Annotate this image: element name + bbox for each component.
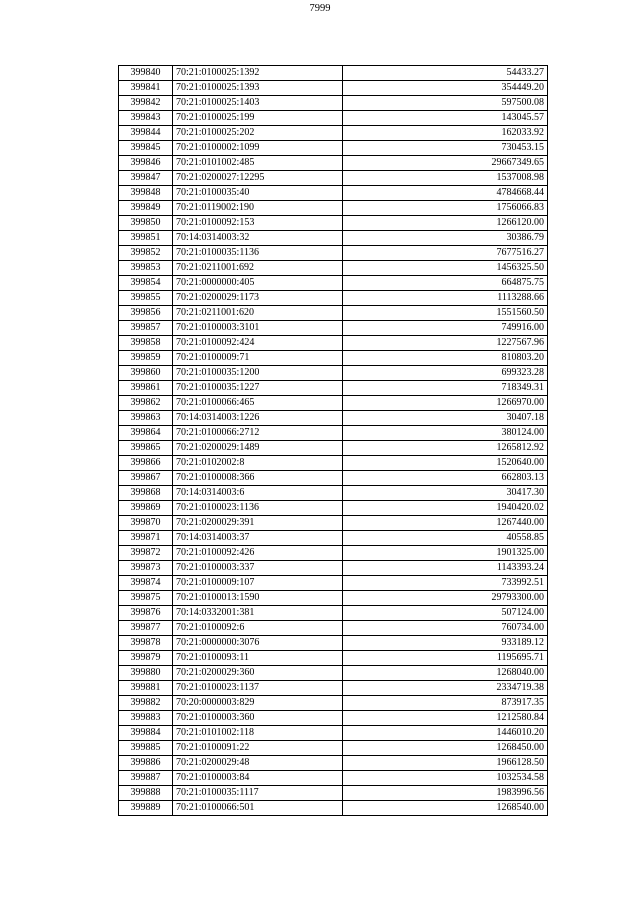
cadastral-number-cell: 70:21:0100025:1393 [173, 81, 343, 96]
cadastral-value-cell: 1983996.56 [343, 786, 548, 801]
row-number-cell: 399845 [119, 141, 173, 156]
row-number-cell: 399867 [119, 471, 173, 486]
row-number-cell: 399889 [119, 801, 173, 816]
row-number-cell: 399877 [119, 621, 173, 636]
cadastral-value-cell: 1227567.96 [343, 336, 548, 351]
table-row [119, 651, 548, 666]
table-row [119, 486, 548, 501]
cadastral-value-cell: 29793300.00 [343, 591, 548, 606]
row-number-cell: 399876 [119, 606, 173, 621]
table-row [119, 246, 548, 261]
row-number-cell: 399869 [119, 501, 173, 516]
cadastral-value-cell: 718349.31 [343, 381, 548, 396]
table-row [119, 291, 548, 306]
cadastral-number-cell: 70:21:0200029:391 [173, 516, 343, 531]
row-number-cell: 399861 [119, 381, 173, 396]
cadastral-number-cell: 70:21:0100003:3101 [173, 321, 343, 336]
table-row [119, 81, 548, 96]
cadastral-value-cell: 2334719.38 [343, 681, 548, 696]
table-row [119, 171, 548, 186]
row-number-cell: 399887 [119, 771, 173, 786]
cadastral-value-cell: 29667349.65 [343, 156, 548, 171]
row-number-cell: 399840 [119, 66, 173, 81]
table-row [119, 381, 548, 396]
row-number-cell: 399878 [119, 636, 173, 651]
table-row [119, 366, 548, 381]
table-row [119, 231, 548, 246]
cadastral-value-cell: 810803.20 [343, 351, 548, 366]
table-row [119, 261, 548, 276]
row-number-cell: 399846 [119, 156, 173, 171]
cadastral-value-cell: 699323.28 [343, 366, 548, 381]
cadastral-value-cell: 40558.85 [343, 531, 548, 546]
cadastral-value-table [118, 65, 548, 816]
cadastral-value-cell: 507124.00 [343, 606, 548, 621]
row-number-cell: 399884 [119, 726, 173, 741]
row-number-cell: 399880 [119, 666, 173, 681]
cadastral-value-cell: 30407.18 [343, 411, 548, 426]
cadastral-number-cell: 70:21:0100025:1392 [173, 66, 343, 81]
row-number-cell: 399849 [119, 201, 173, 216]
table-row [119, 741, 548, 756]
table-row [119, 546, 548, 561]
page-number: 7999 [309, 3, 331, 14]
cadastral-value-cell: 1446010.20 [343, 726, 548, 741]
table-row [119, 711, 548, 726]
row-number-cell: 399848 [119, 186, 173, 201]
cadastral-number-cell: 70:14:0314003:37 [173, 531, 343, 546]
table-row [119, 771, 548, 786]
table-row [119, 426, 548, 441]
cadastral-number-cell: 70:21:0102002:8 [173, 456, 343, 471]
table-row [119, 396, 548, 411]
cadastral-number-cell: 70:21:0200029:1489 [173, 441, 343, 456]
row-number-cell: 399854 [119, 276, 173, 291]
table-row [119, 96, 548, 111]
cadastral-number-cell: 70:21:0100092:424 [173, 336, 343, 351]
cadastral-value-cell: 1520640.00 [343, 456, 548, 471]
cadastral-number-cell: 70:21:0100066:465 [173, 396, 343, 411]
table-row [119, 621, 548, 636]
cadastral-value-cell: 1268450.00 [343, 741, 548, 756]
row-number-cell: 399862 [119, 396, 173, 411]
table-row [119, 516, 548, 531]
cadastral-value-cell: 1551560.50 [343, 306, 548, 321]
cadastral-number-cell: 70:21:0100023:1136 [173, 501, 343, 516]
cadastral-value-cell: 1756066.83 [343, 201, 548, 216]
cadastral-value-cell: 749916.00 [343, 321, 548, 336]
table-row [119, 531, 548, 546]
cadastral-value-cell: 1901325.00 [343, 546, 548, 561]
row-number-cell: 399868 [119, 486, 173, 501]
cadastral-number-cell: 70:21:0100092:6 [173, 621, 343, 636]
table-row [119, 306, 548, 321]
cadastral-number-cell: 70:21:0100066:2712 [173, 426, 343, 441]
cadastral-value-cell: 664875.75 [343, 276, 548, 291]
cadastral-number-cell: 70:21:0100003:360 [173, 711, 343, 726]
cadastral-value-cell: 30386.79 [343, 231, 548, 246]
table-row [119, 141, 548, 156]
cadastral-value-cell: 7677516.27 [343, 246, 548, 261]
cadastral-value-cell: 662803.13 [343, 471, 548, 486]
cadastral-value-cell: 1266970.00 [343, 396, 548, 411]
row-number-cell: 399858 [119, 336, 173, 351]
cadastral-value-cell: 30417.30 [343, 486, 548, 501]
cadastral-number-cell: 70:21:0100025:1403 [173, 96, 343, 111]
cadastral-number-cell: 70:21:0200029:360 [173, 666, 343, 681]
row-number-cell: 399879 [119, 651, 173, 666]
cadastral-value-cell: 162033.92 [343, 126, 548, 141]
table-row [119, 456, 548, 471]
table-row [119, 801, 548, 816]
table-row [119, 216, 548, 231]
row-number-cell: 399885 [119, 741, 173, 756]
cadastral-value-cell: 143045.57 [343, 111, 548, 126]
cadastral-number-cell: 70:21:0100091:22 [173, 741, 343, 756]
cadastral-value-cell: 1143393.24 [343, 561, 548, 576]
table-row [119, 471, 548, 486]
cadastral-number-cell: 70:21:0100035:1117 [173, 786, 343, 801]
cadastral-value-cell: 873917.35 [343, 696, 548, 711]
cadastral-value-cell: 4784668.44 [343, 186, 548, 201]
cadastral-number-cell: 70:21:0211001:620 [173, 306, 343, 321]
cadastral-number-cell: 70:21:0200029:48 [173, 756, 343, 771]
cadastral-value-cell: 380124.00 [343, 426, 548, 441]
table-row [119, 501, 548, 516]
cadastral-value-cell: 597500.08 [343, 96, 548, 111]
cadastral-value-cell: 1032534.58 [343, 771, 548, 786]
table-row [119, 336, 548, 351]
cadastral-number-cell: 70:21:0100008:366 [173, 471, 343, 486]
cadastral-value-cell: 1268040.00 [343, 666, 548, 681]
cadastral-value-cell: 54433.27 [343, 66, 548, 81]
row-number-cell: 399844 [119, 126, 173, 141]
row-number-cell: 399842 [119, 96, 173, 111]
row-number-cell: 399864 [119, 426, 173, 441]
cadastral-number-cell: 70:21:0101002:118 [173, 726, 343, 741]
row-number-cell: 399866 [119, 456, 173, 471]
cadastral-value-cell: 1113288.66 [343, 291, 548, 306]
cadastral-number-cell: 70:21:0000000:405 [173, 276, 343, 291]
row-number-cell: 399857 [119, 321, 173, 336]
table-row [119, 186, 548, 201]
cadastral-number-cell: 70:21:0200029:1173 [173, 291, 343, 306]
table-row [119, 66, 548, 81]
row-number-cell: 399888 [119, 786, 173, 801]
cadastral-number-cell: 70:14:0314003:32 [173, 231, 343, 246]
row-number-cell: 399847 [119, 171, 173, 186]
table-row [119, 441, 548, 456]
row-number-cell: 399851 [119, 231, 173, 246]
table-row [119, 681, 548, 696]
row-number-cell: 399875 [119, 591, 173, 606]
row-number-cell: 399850 [119, 216, 173, 231]
row-number-cell: 399856 [119, 306, 173, 321]
cadastral-number-cell: 70:21:0100035:40 [173, 186, 343, 201]
table-row [119, 156, 548, 171]
row-number-cell: 399872 [119, 546, 173, 561]
table-row [119, 666, 548, 681]
cadastral-number-cell: 70:21:0000000:3076 [173, 636, 343, 651]
table-row [119, 201, 548, 216]
row-number-cell: 399870 [119, 516, 173, 531]
cadastral-number-cell: 70:21:0100025:202 [173, 126, 343, 141]
cadastral-value-cell: 760734.00 [343, 621, 548, 636]
cadastral-value-cell: 1537008.98 [343, 171, 548, 186]
cadastral-value-cell: 354449.20 [343, 81, 548, 96]
row-number-cell: 399863 [119, 411, 173, 426]
row-number-cell: 399874 [119, 576, 173, 591]
cadastral-number-cell: 70:21:0211001:692 [173, 261, 343, 276]
row-number-cell: 399855 [119, 291, 173, 306]
cadastral-value-cell: 730453.15 [343, 141, 548, 156]
cadastral-number-cell: 70:14:0332001:381 [173, 606, 343, 621]
cadastral-number-cell: 70:21:0100002:1099 [173, 141, 343, 156]
table-row [119, 411, 548, 426]
cadastral-number-cell: 70:21:0100013:1590 [173, 591, 343, 606]
row-number-cell: 399871 [119, 531, 173, 546]
cadastral-number-cell: 70:21:0100092:153 [173, 216, 343, 231]
cadastral-value-cell: 1940420.02 [343, 501, 548, 516]
row-number-cell: 399881 [119, 681, 173, 696]
table-row [119, 636, 548, 651]
cadastral-value-cell: 1268540.00 [343, 801, 548, 816]
table-body [119, 66, 548, 816]
cadastral-number-cell: 70:21:0100003:84 [173, 771, 343, 786]
table-row [119, 756, 548, 771]
cadastral-number-cell: 70:21:0200027:12295 [173, 171, 343, 186]
cadastral-value-cell: 1265812.92 [343, 441, 548, 456]
table-row [119, 606, 548, 621]
cadastral-number-cell: 70:21:0100093:11 [173, 651, 343, 666]
row-number-cell: 399841 [119, 81, 173, 96]
table-row [119, 591, 548, 606]
cadastral-number-cell: 70:21:0100023:1137 [173, 681, 343, 696]
cadastral-number-cell: 70:14:0314003:6 [173, 486, 343, 501]
table-row [119, 786, 548, 801]
cadastral-number-cell: 70:21:0100009:71 [173, 351, 343, 366]
row-number-cell: 399859 [119, 351, 173, 366]
cadastral-number-cell: 70:21:0100003:337 [173, 561, 343, 576]
cadastral-number-cell: 70:14:0314003:1226 [173, 411, 343, 426]
row-number-cell: 399843 [119, 111, 173, 126]
table-row [119, 126, 548, 141]
table-row [119, 696, 548, 711]
row-number-cell: 399883 [119, 711, 173, 726]
cadastral-value-cell: 1456325.50 [343, 261, 548, 276]
row-number-cell: 399873 [119, 561, 173, 576]
table-row [119, 321, 548, 336]
cadastral-number-cell: 70:21:0100035:1227 [173, 381, 343, 396]
cadastral-value-cell: 1266120.00 [343, 216, 548, 231]
cadastral-number-cell: 70:21:0100035:1200 [173, 366, 343, 381]
table-row [119, 576, 548, 591]
table-row [119, 111, 548, 126]
row-number-cell: 399860 [119, 366, 173, 381]
row-number-cell: 399886 [119, 756, 173, 771]
cadastral-number-cell: 70:21:0100025:199 [173, 111, 343, 126]
cadastral-value-cell: 733992.51 [343, 576, 548, 591]
row-number-cell: 399853 [119, 261, 173, 276]
cadastral-value-cell: 1195695.71 [343, 651, 548, 666]
cadastral-value-cell: 933189.12 [343, 636, 548, 651]
cadastral-value-cell: 1267440.00 [343, 516, 548, 531]
row-number-cell: 399865 [119, 441, 173, 456]
table-row [119, 726, 548, 741]
cadastral-number-cell: 70:21:0100066:501 [173, 801, 343, 816]
cadastral-value-cell: 1212580.84 [343, 711, 548, 726]
table-row [119, 276, 548, 291]
table-row [119, 561, 548, 576]
cadastral-value-cell: 1966128.50 [343, 756, 548, 771]
cadastral-number-cell: 70:20:0000003:829 [173, 696, 343, 711]
row-number-cell: 399882 [119, 696, 173, 711]
cadastral-number-cell: 70:21:0100035:1136 [173, 246, 343, 261]
cadastral-number-cell: 70:21:0100092:426 [173, 546, 343, 561]
cadastral-number-cell: 70:21:0119002:190 [173, 201, 343, 216]
cadastral-number-cell: 70:21:0100009:107 [173, 576, 343, 591]
cadastral-number-cell: 70:21:0101002:485 [173, 156, 343, 171]
table-row [119, 351, 548, 366]
row-number-cell: 399852 [119, 246, 173, 261]
